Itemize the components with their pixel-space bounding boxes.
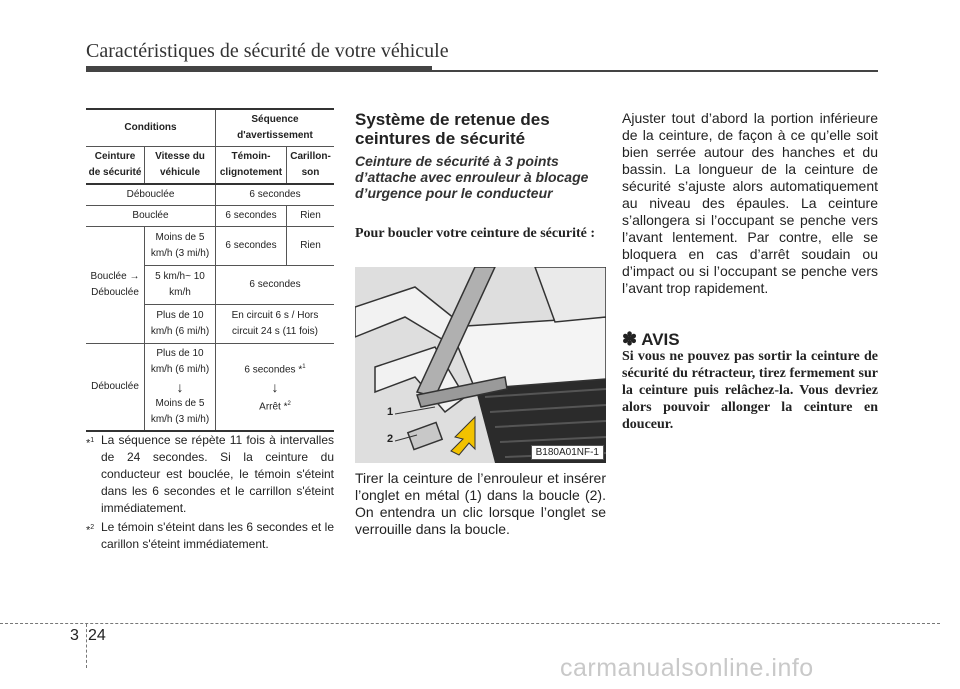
down-arrow-icon: ↓ bbox=[176, 379, 184, 395]
header-rule bbox=[432, 70, 878, 72]
table-group-label bbox=[86, 227, 145, 344]
figure-callout-1: 1 bbox=[387, 406, 394, 418]
footnotes bbox=[86, 432, 334, 555]
table-cell: Plus de 10 km/h (6 mi/h) bbox=[145, 305, 216, 344]
table-cell: 6 secondes bbox=[216, 206, 287, 227]
table-cell: 6 secondes bbox=[216, 184, 335, 206]
footnote bbox=[86, 519, 334, 553]
footnote-text: Le témoin s'éteint dans les 6 secondes et le carillon s'éteint immédiatement. bbox=[101, 520, 334, 551]
table-header-ceinture: Ceinture de sécurité bbox=[86, 147, 145, 185]
page-header-title: Caractéristiques de sécurité de votre véhicule bbox=[86, 40, 449, 62]
footnote-text: La séquence se répète 11 fois à intervalles de 24 secondes. Si la ceinture du conducteur est bouclée, le témoin s'éteint dans les 6 secondes et le carrillon s'éteint immédiatement. bbox=[101, 433, 334, 515]
table-cell: 6 secondes bbox=[216, 227, 287, 266]
table-cell: Débouclée bbox=[86, 184, 216, 206]
table-header-sequence: Séquence d'avertissement bbox=[216, 109, 335, 147]
notice-text: Si vous ne pouvez pas sortir la ceinture de sécurité du rétracteur, tirez fermement sur la ceinture puis relâchez-la. Vous devriez alors pouvoir allonger la ceinture en douceur. bbox=[622, 349, 878, 432]
figure-callout-2: 2 bbox=[387, 433, 394, 445]
table-cell: Plus de 10 km/h (6 mi/h) bbox=[150, 348, 210, 375]
footnote bbox=[86, 432, 334, 517]
table-cell: Moins de 5 km/h (3 mi/h) bbox=[150, 398, 210, 425]
chapter-number: 3 bbox=[70, 627, 79, 644]
table-header-conditions: Conditions bbox=[86, 109, 216, 147]
footnote-marker: *$^2$ bbox=[86, 524, 95, 537]
subheading: Pour boucler votre ceinture de sécurité : bbox=[355, 226, 596, 241]
table-cell: Rien bbox=[287, 206, 335, 227]
figure-code: B180A01NF-1 bbox=[531, 445, 604, 460]
page-number: 24 bbox=[88, 627, 106, 644]
down-arrow-icon: ↓ bbox=[271, 379, 279, 395]
header-bar bbox=[86, 66, 432, 72]
body-paragraph: Tirer la ceinture de l’enrouleur et insérer l’onglet en métal (1) dans la boucle (2). On entendra un clic lorsque l’onglet se verrouille dans la boucle. bbox=[355, 470, 606, 537]
table-cell-speed-transition bbox=[145, 344, 216, 432]
warning-sequence-table bbox=[86, 108, 334, 432]
footnote-ref: 2 bbox=[287, 401, 291, 407]
notice-title-text: AVIS bbox=[641, 330, 680, 349]
seatbelt-illustration bbox=[355, 267, 606, 463]
table-header-carillon: Carillon- son bbox=[287, 147, 335, 185]
table-cell: Arrêt * bbox=[259, 401, 288, 413]
notice-title bbox=[622, 329, 680, 350]
table-cell: Débouclée bbox=[91, 287, 139, 298]
section-subtitle: Ceinture de sécurité à 3 points d’attache avec enrouleur à blocage d’urgence pour le conducteur bbox=[355, 153, 589, 201]
table-cell: 5 km/h~ 10 km/h bbox=[145, 266, 216, 305]
section-title: Système de retenue des ceintures de sécurité bbox=[355, 110, 550, 148]
footer-divider bbox=[86, 624, 87, 668]
footnote-marker: *$^1$ bbox=[86, 437, 95, 450]
table-header-temoin: Témoin- clignotement bbox=[216, 147, 287, 185]
footnote-ref: 1 bbox=[302, 363, 306, 370]
table-cell: 6 secondes bbox=[216, 266, 335, 305]
table-cell: Moins de 5 km/h (3 mi/h) bbox=[145, 227, 216, 266]
asterisk-icon: ✽ bbox=[622, 329, 638, 349]
table-cell: Bouclée bbox=[86, 206, 216, 227]
body-paragraph: Ajuster tout d’abord la portion inférieure de la ceinture, de façon à ce qu’elle soit bien serrée autour des hanches et du bassin. La longueur de la ceinture de sécurité s’ajuste alors automatiquement au niveau des épaules. La ceinture s’allongera si l’occupant se penche vers l’avant lentement. Par contre, elle se bloquera en cas d’arrêt soudain ou d’impact ou si l’occupant se penche vers l’avant trop rapidement. bbox=[622, 110, 878, 296]
table-header-vitesse: Vitesse du véhicule bbox=[145, 147, 216, 185]
table-cell: Débouclée bbox=[86, 344, 145, 432]
footer-rule bbox=[0, 623, 940, 624]
table-cell-sequence-transition bbox=[216, 344, 335, 432]
table-cell: Rien bbox=[287, 227, 335, 266]
table-cell: 6 secondes * bbox=[244, 364, 303, 375]
table-cell: Bouclée → bbox=[90, 271, 140, 282]
watermark: carmanualsonline.info bbox=[560, 654, 814, 682]
table-cell: En circuit 6 s / Hors circuit 24 s (11 fois) bbox=[216, 305, 335, 344]
